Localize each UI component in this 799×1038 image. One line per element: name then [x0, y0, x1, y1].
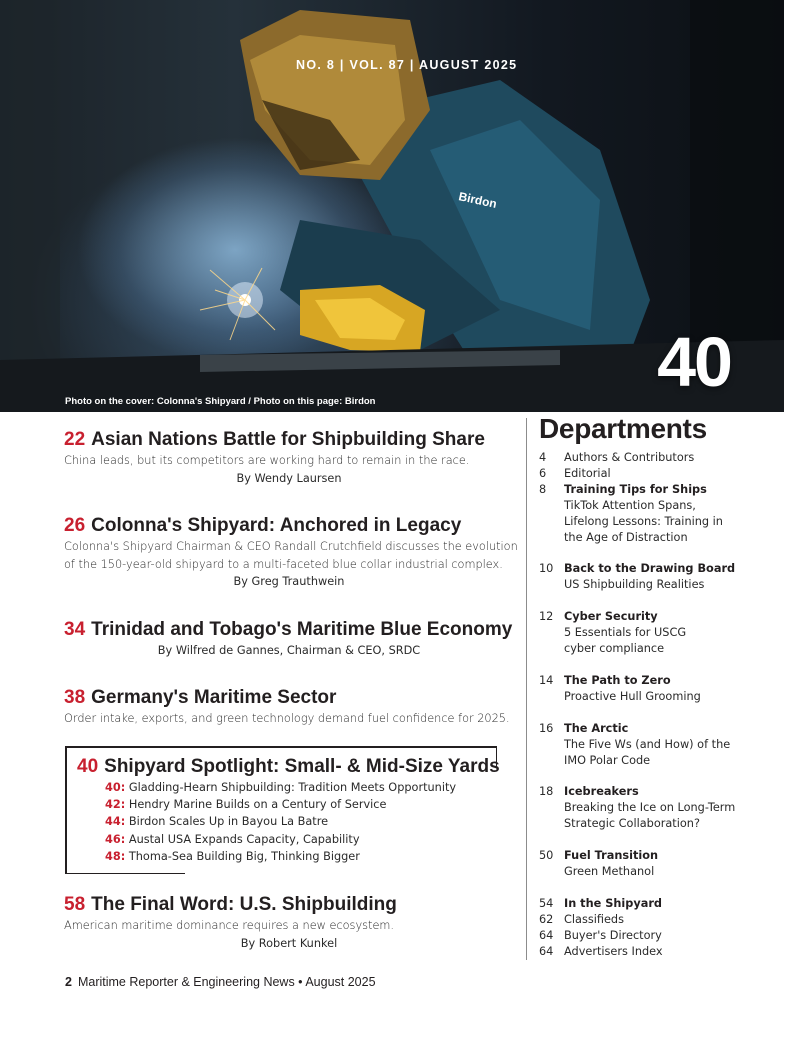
box-border-left [65, 746, 67, 874]
feature-page: 58 [64, 894, 86, 915]
folio-text: Maritime Reporter & Engineering News • August 2025 [77, 975, 376, 989]
feature-desc: Order intake, exports, and green technology demand fuel confidence for 2025. [64, 712, 510, 725]
feature-article[interactable] [64, 893, 514, 952]
department-item[interactable]: 16 The Arctic The Five Ws (and How) of the IMO Polar Code [539, 722, 731, 767]
photo-credit: Photo on the cover: Colonna's Shipyard / Photo on this page: Birdon [65, 396, 376, 407]
department-item[interactable]: 50 Fuel Transition Green Methanol [539, 849, 659, 878]
feature-desc: China leads, but its competitors are working hard to remain in the race. [64, 454, 470, 467]
spotlight-box [65, 746, 500, 874]
department-item[interactable]: 64 Advertisers Index [539, 945, 663, 958]
departments-heading: Departments [539, 413, 707, 444]
cover-photo [0, 0, 784, 412]
box-border-top [65, 746, 497, 748]
column-divider [526, 418, 527, 960]
feature-page: 38 [64, 687, 86, 708]
feature-desc: Colonna's Shipyard Chairman & CEO Randall Crutchfield discusses the evolution [64, 540, 518, 553]
feature-title[interactable]: 22 Asian Nations Battle for Shipbuilding Share [64, 429, 485, 450]
department-item[interactable]: 14 The Path to Zero Proactive Hull Grooming [539, 674, 701, 703]
department-item[interactable]: 12 Cyber Security 5 Essentials for USCG cyber compliance [539, 610, 687, 655]
feature-page: 26 [64, 515, 86, 536]
feature-desc: of the 150-year-old shipyard to a multi-faceted blue collar industrial complex. [64, 557, 503, 571]
feature-author: By Robert Kunkel [240, 936, 338, 950]
feature-article[interactable] [64, 428, 514, 487]
feature-title[interactable]: 58 The Final Word: U.S. Shipbuilding [64, 894, 397, 915]
feature-article[interactable] [64, 514, 518, 590]
folio-page-number: 2 [65, 975, 72, 989]
feature-page: 34 [64, 619, 86, 640]
feature-title[interactable]: 38 Germany's Maritime Sector [64, 687, 337, 708]
feature-author: By Greg Trauthwein [233, 575, 345, 588]
department-item[interactable]: 8 Training Tips for Ships TikTok Attention Spans, Lifelong Lessons: Training in the Age of Distraction [539, 483, 723, 544]
department-item[interactable]: 62 Classifieds [539, 913, 624, 926]
featured-page-number: 40 [657, 323, 731, 401]
feature-author: By Wendy Laursen [236, 471, 342, 485]
feature-author: By Wilfred de Gannes, Chairman & CEO, SRDC [157, 644, 421, 657]
department-item[interactable]: 54 In the Shipyard [539, 897, 662, 910]
spotlight-list [105, 779, 456, 865]
spotlight-item[interactable]: 48: Thoma-Sea Building Big, Thinking Bigger [105, 849, 360, 863]
spotlight-item[interactable]: 42: Hendry Marine Builds on a Century of Service [105, 798, 387, 812]
issue-line: NO. 8 | VOL. 87 | AUGUST 2025 [296, 58, 518, 72]
feature-article[interactable] [64, 618, 514, 659]
feature-page: 22 [64, 429, 86, 450]
spotlight-item[interactable]: 46: Austal USA Expands Capacity, Capability [105, 832, 360, 846]
department-item[interactable]: 10 Back to the Drawing Board US Shipbuilding Realities [539, 562, 736, 591]
department-item[interactable]: 4 Authors & Contributors [539, 451, 695, 464]
department-item[interactable]: 6 Editorial [539, 467, 611, 480]
feature-desc: American maritime dominance requires a new ecosystem. [64, 919, 394, 932]
feature-title[interactable]: 34 Trinidad and Tobago's Maritime Blue Economy [64, 619, 513, 640]
spotlight-page: 40 [77, 756, 99, 777]
spotlight-item[interactable]: 40: Gladding-Hearn Shipbuilding: Tradition Meets Opportunity [105, 781, 457, 794]
box-border-bottom [65, 873, 185, 875]
feature-article[interactable] [64, 686, 510, 728]
spotlight-title[interactable]: 40 Shipyard Spotlight: Small- & Mid-Size Yards [77, 756, 500, 777]
shirt-logo: Birdon [457, 189, 499, 211]
page-footer [65, 975, 376, 989]
department-item[interactable]: 64 Buyer's Directory [539, 929, 662, 942]
feature-title[interactable]: 26 Colonna's Shipyard: Anchored in Legacy [64, 515, 462, 536]
spotlight-item[interactable]: 44: Birdon Scales Up in Bayou La Batre [105, 815, 329, 829]
department-item[interactable]: 18 Icebreakers Breaking the Ice on Long-Term Strategic Collaboration? [539, 785, 736, 830]
